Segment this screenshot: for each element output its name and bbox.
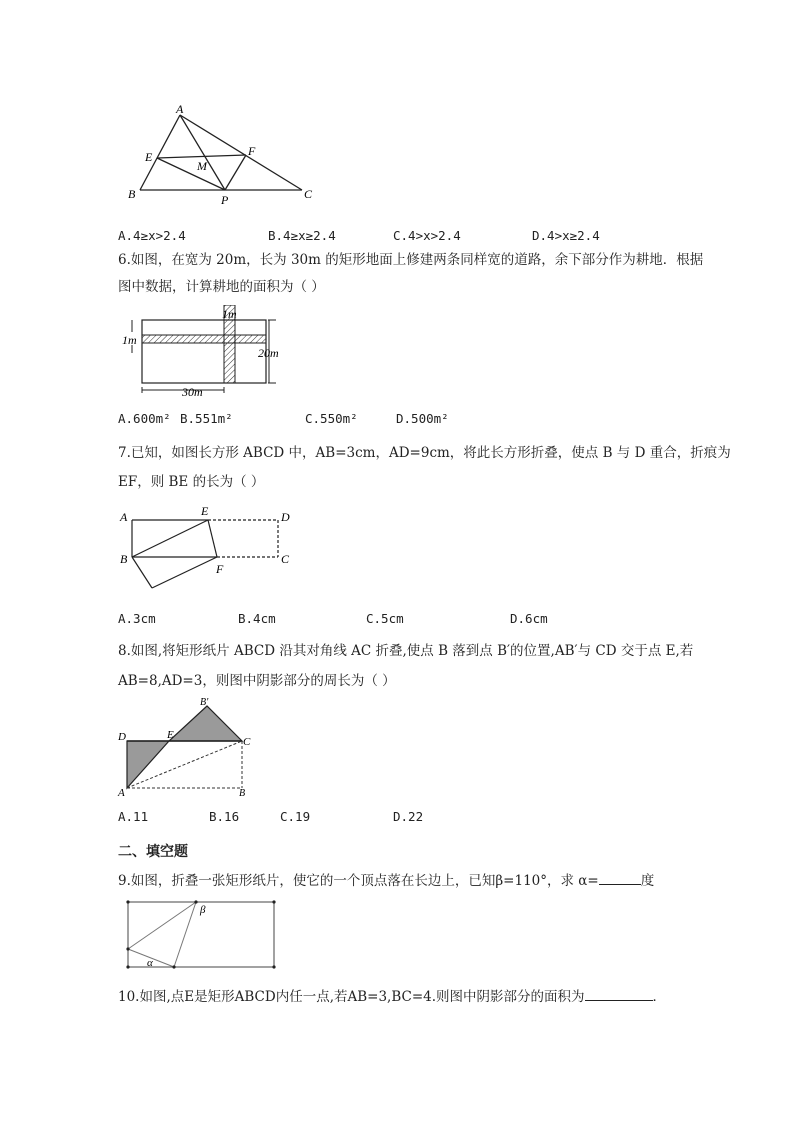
label-E: E [167, 729, 174, 741]
label-D: D [118, 731, 126, 743]
label-A: A [118, 787, 125, 798]
label-B: B [239, 788, 246, 798]
label-P: P [221, 193, 229, 207]
label-top-1m: 1m [222, 307, 237, 321]
q7-question-line2: EF，则 BE 的长为（ ） [118, 474, 265, 490]
label-D: D [281, 510, 290, 524]
label-B-prime: B' [200, 697, 209, 708]
q5-option-d: D.4>x≥2.4 [532, 228, 600, 243]
q6-option-c: C.550m² [305, 411, 358, 426]
label-A: A [120, 510, 128, 524]
q6-field-figure [118, 305, 288, 400]
q6-option-d: D.500m² [396, 411, 449, 426]
q8-fold-figure [115, 696, 260, 798]
label-E: E [145, 150, 153, 164]
q7-option-b: B.4cm [238, 611, 276, 626]
q7-fold-figure [118, 505, 303, 600]
q7-question-line1: 7.已知，如图长方形 ABCD 中，AB=3cm，AD=9cm，将此长方形折叠，使点 B 与 D 重合，折痕为 [118, 445, 731, 461]
label-E: E [201, 505, 209, 518]
q6-question-line1: 6.如图，在宽为 20m，长为 30m 的矩形地面上修建两条同样宽的道路，余下部分作为耕地．根据 [118, 252, 704, 268]
q8-question-line1: 8.如图,将矩形纸片 ABCD 沿其对角线 AC 折叠,使点 B 落到点 B′的位置,AB′与 CD 交于点 E,若 [118, 643, 694, 659]
label-A: A [176, 102, 184, 116]
q6-question-line2: 图中数据，计算耕地的面积为（ ） [118, 279, 325, 295]
q8-option-d: D.22 [393, 809, 424, 824]
label-left-1m: 1m [122, 333, 137, 347]
q9-answer-blank [599, 870, 641, 885]
q5-option-a: A.4≥x>2.4 [118, 228, 186, 243]
q9-question [118, 870, 654, 890]
label-beta: β [200, 904, 206, 916]
q9-text-after: 度 [640, 873, 655, 889]
q7-option-d: D.6cm [510, 611, 548, 626]
label-F: F [216, 562, 224, 576]
label-C: C [243, 736, 251, 748]
q5-option-b: B.4≥x≥2.4 [268, 228, 336, 243]
q10-question [118, 986, 666, 1006]
q10-text-after: ． [652, 989, 667, 1005]
q8-option-b: B.16 [209, 809, 240, 824]
label-C: C [281, 552, 290, 566]
q5-triangle-figure [120, 100, 330, 210]
q9-fold-figure [120, 896, 280, 976]
section-heading-fill-in: 二、填空题 [118, 844, 188, 860]
q8-option-c: C.19 [280, 809, 311, 824]
label-30m: 30m [182, 385, 203, 399]
q7-option-c: C.5cm [366, 611, 404, 626]
label-C: C [304, 187, 313, 201]
label-F: F [248, 144, 256, 158]
q6-option-a: A.600m² [118, 411, 171, 426]
label-alpha: α [147, 957, 153, 969]
q5-option-c: C.4>x>2.4 [393, 228, 461, 243]
q8-option-a: A.11 [118, 809, 149, 824]
q9-text-before: 9.如图，折叠一张矩形纸片，使它的一个顶点落在长边上，已知β=110°，求 α= [118, 873, 599, 889]
q10-answer-blank [585, 986, 653, 1001]
label-B: B [128, 187, 136, 201]
q8-question-line2: AB=8,AD=3，则图中阴影部分的周长为（ ） [118, 673, 396, 689]
q6-option-b: B.551m² [180, 411, 233, 426]
q7-option-a: A.3cm [118, 611, 156, 626]
label-B: B [120, 552, 128, 566]
q10-text-before: 10.如图,点E是矩形ABCD内任一点,若AB=3,BC=4.则图中阴影部分的面积为 [118, 989, 585, 1005]
label-20m: 20m [258, 346, 279, 360]
label-M: M [197, 159, 207, 173]
